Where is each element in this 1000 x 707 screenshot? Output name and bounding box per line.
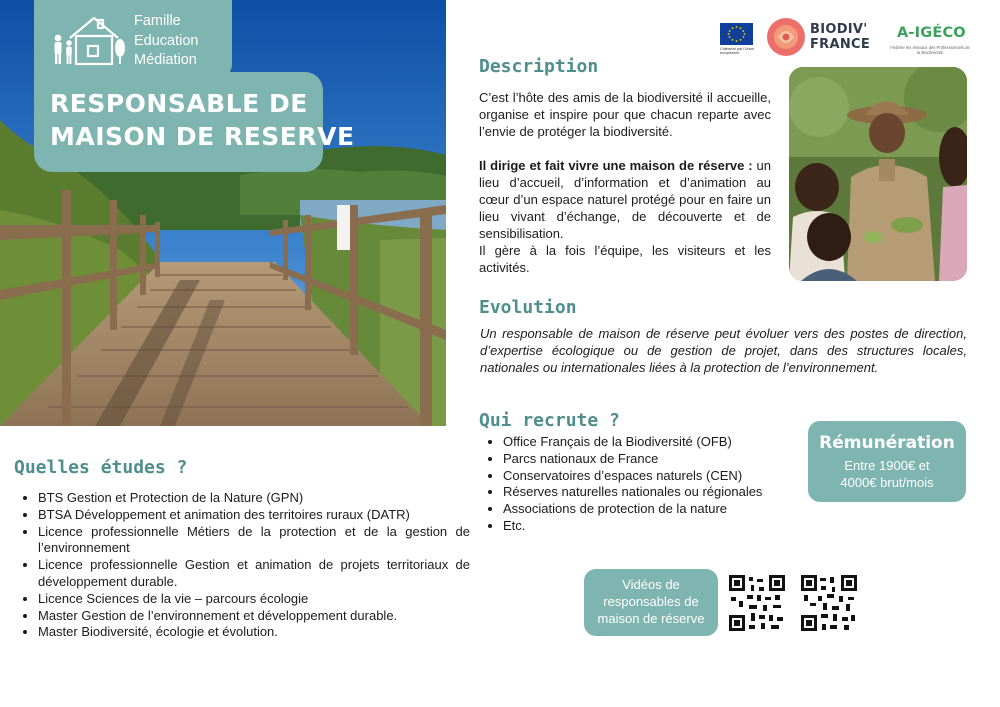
list-item: • Licence professionnelle Métiers de la protection et de la gestion de l’environnement xyxy=(38,524,470,558)
page-title-line-1: RESPONSABLE DE xyxy=(50,89,308,118)
evolution-heading: Evolution xyxy=(479,297,577,318)
studies-heading: Quelles études ? xyxy=(14,457,188,478)
biodiv-line-1: BIODIV' xyxy=(810,22,868,37)
category-line-2: Education xyxy=(134,33,199,49)
remuneration-line-1: Entre 1900€ et xyxy=(844,458,930,473)
description-outro: Il gère à la fois l’équipe, les visiteurs et les activités. xyxy=(479,243,771,275)
videos-line-2: responsables de xyxy=(603,594,699,609)
evolution-text: Un responsable de maison de réserve peut évoluer vers des postes de direction, d’expertise écologique ou de gestion de projet, dans des structures locales, nationales ou internationales liées à la protection de l’environnement. xyxy=(480,326,967,375)
list-item: • Licence Sciences de la vie – parcours écologie xyxy=(38,591,470,608)
description-intro: C’est l’hôte des amis de la biodiversité il accueille, organise et inspire pour que chacun reparte avec l’envie de protéger la biodiversité. xyxy=(479,90,771,139)
recruiters-list xyxy=(479,434,803,535)
list-item: • Master Biodiversité, écologie et évolution. xyxy=(38,624,470,641)
list-item: • Licence professionnelle Gestion et animation de projets territoriaux de développement durable. xyxy=(38,557,470,591)
videos-box xyxy=(584,569,718,636)
qr-code-icon[interactable] xyxy=(801,575,857,631)
list-item: • Associations de protection de la nature xyxy=(503,501,803,518)
aigeco-logo-title: A-IGÉCO xyxy=(897,25,966,41)
list-item: • Office Français de la Biodiversité (OFB) xyxy=(503,434,803,451)
description-bold-lead: Il dirige et fait vivre une maison de réserve : xyxy=(479,158,753,173)
aigeco-logo-subtitle: Fédérer les réseaux des Professionnels de la Biodiversité xyxy=(890,45,970,55)
description-section xyxy=(479,89,771,276)
family-house-icon xyxy=(48,12,128,68)
list-item: • BTSA Développement et animation des territoires ruraux (DATR) xyxy=(38,507,470,524)
biodiv-line-2: FRANCE xyxy=(810,37,871,52)
recruiters-heading: Qui recrute ? xyxy=(479,410,620,431)
videos-line-3: maison de réserve xyxy=(597,611,705,626)
remuneration-line-2: 4000€ brut/mois xyxy=(840,475,934,490)
list-item: • Etc. xyxy=(503,518,803,535)
category-line-3: Médiation xyxy=(134,52,197,68)
list-item: • Master Gestion de l’environnement et développement durable. xyxy=(38,608,470,625)
qr-code-icon[interactable] xyxy=(729,575,785,631)
list-item: • Parcs nationaux de France xyxy=(503,451,803,468)
studies-list xyxy=(14,490,470,641)
eu-logo xyxy=(720,23,758,61)
remuneration-box xyxy=(808,421,966,502)
category-line-1: Famille xyxy=(134,13,181,29)
page-title-line-2: MAISON DE RESERVE xyxy=(50,122,355,151)
videos-line-1: Vidéos de xyxy=(622,577,680,592)
description-body: un lieu d’accueil, d’information et d’animation au cœur d’un espace naturel protégé pour en faire un lieu vivant d’échange, de découverte et de sensibilisation. xyxy=(479,158,771,241)
remuneration-title: Rémunération xyxy=(819,433,955,453)
biodiv-france-logo-text xyxy=(810,22,870,52)
ranger-with-children-photo xyxy=(789,67,967,281)
description-main xyxy=(479,157,771,242)
list-item: • BTS Gestion et Protection de la Nature (GPN) xyxy=(38,490,470,507)
description-heading: Description xyxy=(479,56,599,77)
biodiv-france-icon xyxy=(766,17,806,57)
eu-caption: Cofinancé par l'Union européenne xyxy=(720,47,755,56)
list-item: • Conservatoires d’espaces naturels (CEN) xyxy=(503,468,803,485)
list-item: • Réserves naturelles nationales ou régionales xyxy=(503,484,803,501)
